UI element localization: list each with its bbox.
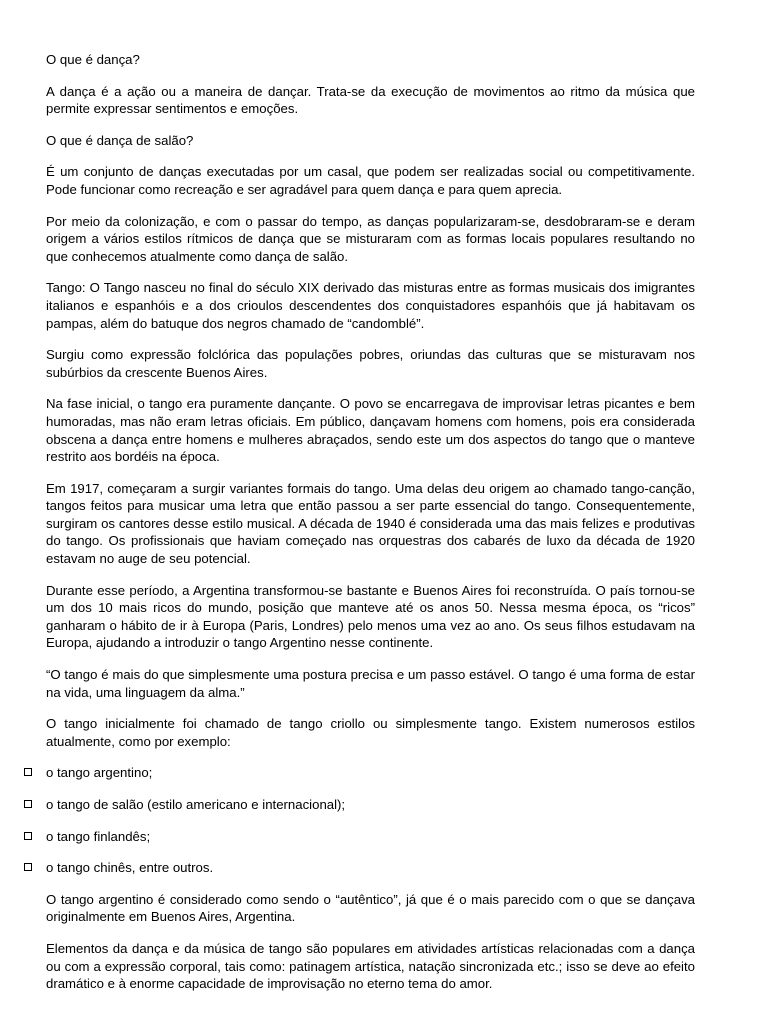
list-item-text: o tango finlandês; [46,828,151,844]
list-item [46,828,695,846]
paragraph: Por meio da colonização, e com o passar do tempo, as danças popularizaram-se, desdobraram-se e deram origem a vários estilos rítmicos de dança que se misturaram com as formas locais populares resultando no que conhecemos atualmente como dança de salão. [46,213,695,264]
quote-paragraph: “O tango é mais do que simplesmente uma postura precisa e um passo estável. O tango é uma forma de estar na vida, uma linguagem da alma.” [46,667,695,700]
checkbox-square-icon [24,800,32,808]
paragraph: Na fase inicial, o tango era puramente dançante. O povo se encarregava de improvisar letras picantes e bem humoradas, mas não eram letras oficiais. Em público, dançavam homens com homens, pois era considerada obscena a dança entre homens e mulheres abraçados, sendo este um dos aspectos do tango que o manteve restrito aos bordéis na época. [46,396,695,465]
checkbox-square-icon [24,768,32,776]
heading-question-danca: O que é dança? [46,52,140,67]
paragraph: O tango argentino é considerado como sendo o “autêntico”, já que é o mais parecido com o que se dançava originalmente em Buenos Aires, Argentina. [46,891,695,925]
list-item [46,796,695,814]
paragraph: Durante esse período, a Argentina transformou-se bastante e Buenos Aires foi reconstruída. O país tornou-se um dos 10 mais ricos do mundo, posição que manteve até os anos 50. Nessa mesma época, os “ricos” ganharam o hábito de ir à Europa (Paris, Londres) pelo menos uma vez ao ano. Os seus filhos estudavam na Europa, ajudando a introduzir o tango Argentino nesse continente. [46,582,695,651]
document-body [46,51,695,1007]
checkbox-square-icon [24,863,32,871]
paragraph: Surgiu como expressão folclórica das populações pobres, oriundas das culturas que se misturavam nos subúrbios da crescente Buenos Aires. [46,347,695,380]
tango-styles-list [46,764,695,876]
list-item-text: o tango argentino; [46,765,153,781]
paragraph: Elementos da dança e da música de tango são populares em atividades artísticas relacionadas com a dança ou com a expressão corporal, tais como: patinagem artística, natação sincronizada etc.; isso se deve ao efeito dramático e à enorme capacidade de improvisação no eterno tema do amor. [46,940,695,992]
list-item-text: o tango chinês, entre outros. [46,860,214,876]
list-item [46,764,695,782]
paragraph: É um conjunto de danças executadas por um casal, que podem ser realizadas social ou competitivamente. Pode funcionar como recreação e ser agradável para quem dança e para quem aprecia. [46,164,695,197]
checkbox-square-icon [24,832,32,840]
list-item-text: o tango de salão (estilo americano e internacional); [46,797,346,812]
paragraph: O tango inicialmente foi chamado de tango criollo ou simplesmente tango. Existem numerosos estilos atualmente, como por exemplo: [46,716,695,749]
list-item [46,859,695,877]
paragraph: A dança é a ação ou a maneira de dançar. Trata-se da execução de movimentos ao ritmo da música que permite expressar sentimentos e emoções. [46,83,695,117]
paragraph: Tango: O Tango nasceu no final do século XIX derivado das misturas entre as formas musicais dos imigrantes italianos e espanhóis e a dos crioulos descendentes dos conquistadores espanhóis que já habitavam os pampas, além do batuque dos negros chamado de “candomblé”. [46,280,695,331]
heading-question-danca-de-salao: O que é dança de salão? [46,132,194,148]
paragraph: Em 1917, começaram a surgir variantes formais do tango. Uma delas deu origem ao chamado tango-canção, tangos feitos para musicar uma letra que então passou a ser parte essencial do tango. Consequentemente, surgiram os cantores desse estilo musical. A década de 1940 é considerada uma das mais felizes e produtivas do tango. Os profissionais que haviam começado nas orquestras dos cabarés de luxo da década de 1920 estavam no auge de seu potencial. [46,480,695,567]
